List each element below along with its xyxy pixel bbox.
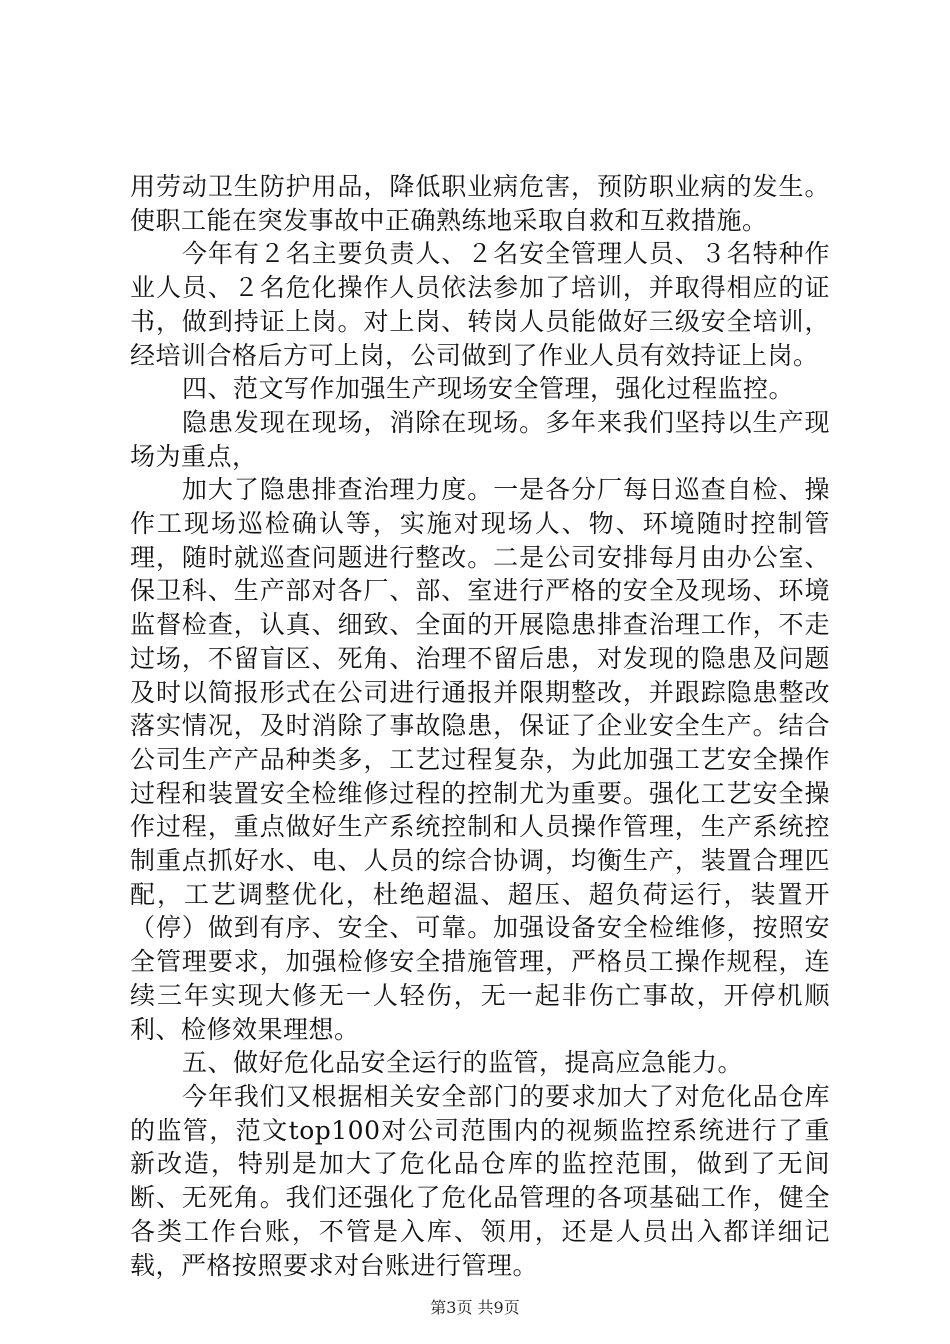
paragraph-5: 今年我们又根据相关安全部门的要求加大了对危化品仓库的监管，范文top100对公司范围内的视频监控系统进行了重新改造，特别是加大了危化品仓库的监控范围，做到了无间断、无死角。我们还强化了危化品管理的各项基础工作，健全各类工作台账，不管是入库、领用，还是人员出入都详细记载，严格按照要求对台账进行管理。	[130, 1081, 830, 1280]
document-body	[130, 170, 830, 1282]
page-number-footer: 第3页 共9页	[430, 1298, 520, 1317]
section-heading-4: 四、范文写作加强生产现场安全管理，强化过程监控。	[182, 374, 795, 404]
paragraph-2: 今年有２名主要负责人、２名安全管理人员、３名特种作业人员、２名危化操作人员依法参加了培训，并取得相应的证书，做到持证上岗。对上岗、转岗人员能做好三级安全培训，经培训合格后方可上岗，公司做到了作业人员有效持证上岗。	[130, 239, 830, 370]
paragraph-4: 加大了隐患排查治理力度。一是各分厂每日巡查自检、操作工现场巡检确认等，实施对现场人、物、环境随时控制管理，随时就巡查问题进行整改。二是公司安排每月由办公室、保卫科、生产部对各厂、部、室进行严格的安全及现场、环境监督检查，认真、细致、全面的开展隐患排查治理工作，不走过场，不留盲区、死角、治理不留后患，对发现的隐患及问题及时以简报形式在公司进行通报并限期整改，并跟踪隐患整改落实情况，及时消除了事故隐患，保证了企业安全生产。结合公司生产产品种类多，工艺过程复杂，为此加强工艺安全操作过程和装置安全检维修过程的控制尤为重要。强化工艺安全操作过程，重点做好生产系统控制和人员操作管理，生产系统控制重点抓好水、电、人员的综合协调，均衡生产，装置合理匹配，工艺调整优化，杜绝超温、超压、超负荷运行，装置开（停）做到有序、安全、可靠。加强设备安全检维修，按照安全管理要求，加强检修安全措施管理，严格员工操作规程，连续三年实现大修无一人轻伤，无一起非伤亡事故，开停机顺利、检修效果理想。	[130, 475, 830, 1044]
paragraph-1: 用劳动卫生防护用品，降低职业病危害，预防职业病的发生。使职工能在突发事故中正确熟练地采取自救和互救措施。	[130, 172, 830, 235]
paragraph-3: 隐患发现在现场，消除在现场。多年来我们坚持以生产现场为重点，	[130, 407, 830, 471]
section-heading-5: 五、做好危化品安全运行的监管，提高应急能力。	[182, 1048, 744, 1078]
